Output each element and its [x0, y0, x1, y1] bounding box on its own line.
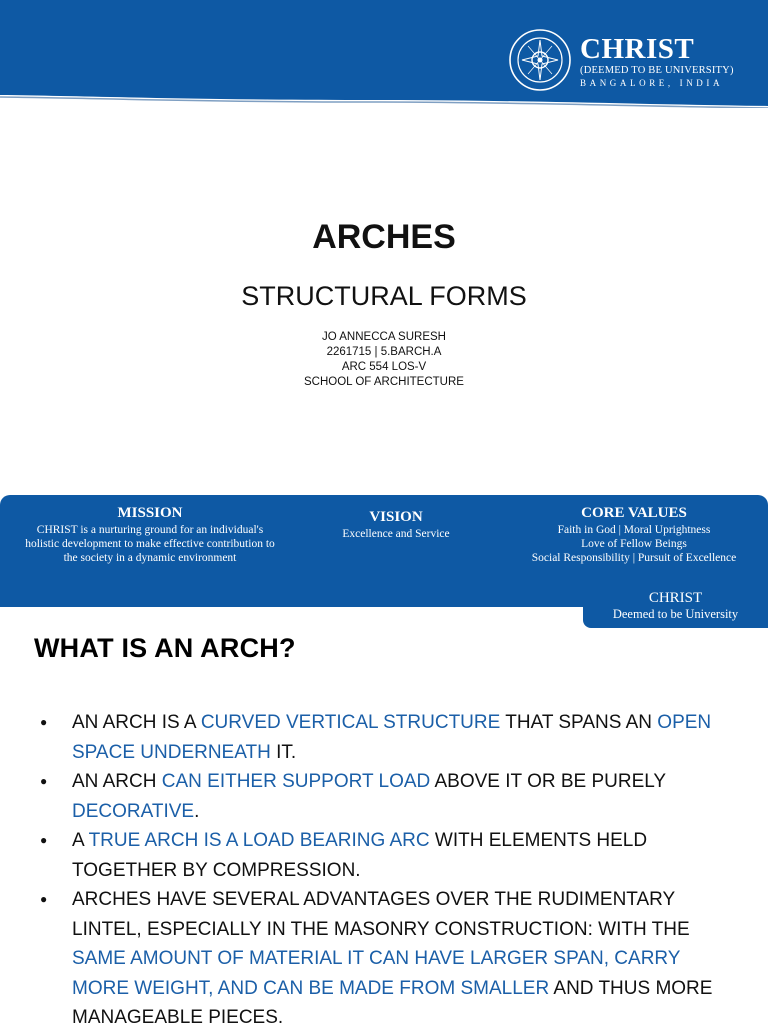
bullet-item — [40, 885, 740, 1033]
core-values-column — [500, 505, 768, 565]
core-values-heading: CORE VALUES — [581, 505, 687, 521]
christ-tag-subtitle: Deemed to be University — [612, 607, 739, 621]
bullet-text: THAT SPANS AN — [500, 712, 658, 733]
author-name: JO ANNECCA SURESH — [322, 331, 446, 343]
vision-column — [316, 509, 476, 541]
bullet-list — [40, 708, 740, 1033]
bullet-text: AN ARCH — [72, 771, 162, 792]
mission-line: CHRIST is a nurturing ground for an individual's — [36, 524, 264, 536]
mission-line: the society in a dynamic environment — [63, 552, 237, 564]
section-title: WHAT IS AN ARCH? — [34, 633, 296, 663]
core-values-line: Faith in God | Moral Uprightness — [557, 524, 711, 536]
bullet-text: AND THUS MORE MANAGEABLE PIECES. — [72, 977, 713, 1028]
brand-name: CHRIST — [580, 33, 695, 65]
brand-block — [580, 34, 734, 89]
mission-line: holistic development to make effective contribution to — [25, 538, 275, 550]
bullet-item — [40, 767, 740, 826]
christ-tag-name: CHRIST — [648, 590, 703, 606]
vision-heading: VISION — [369, 509, 423, 525]
vision-line: Excellence and Service — [342, 528, 450, 540]
christ-tag — [583, 584, 768, 628]
mission-column — [0, 505, 300, 565]
bullet-text: . — [194, 800, 200, 822]
bullet-text: A — [72, 830, 89, 851]
university-seal-icon — [508, 28, 572, 92]
brand-city: BANGALORE, INDIA — [580, 78, 724, 88]
brand-subtitle: (DEEMED TO BE UNIVERSITY) — [580, 65, 734, 76]
bullet-text: AN ARCH IS A — [72, 712, 201, 733]
bullet-text: ARCHES HAVE SEVERAL ADVANTAGES OVER THE RUDIMENTARY LINTEL, ESPECIALLY IN THE MASONRY CONSTRUCTION: WITH THE — [72, 889, 690, 940]
slide-title: ARCHES — [312, 218, 456, 256]
core-values-line: Love of Fellow Beings — [581, 538, 687, 550]
bullet-highlight: TRUE ARCH IS A LOAD BEARING ARC — [88, 830, 430, 851]
school-name: SCHOOL OF ARCHITECTURE — [304, 376, 464, 388]
author-block — [0, 330, 768, 390]
author-id: 2261715 | 5.BARCH.A — [326, 346, 442, 358]
bullet-highlight: DECORATIVE — [72, 800, 195, 822]
core-values-line: Social Responsibility | Pursuit of Excellence — [531, 552, 737, 564]
bullet-text: IT. — [270, 741, 297, 763]
course-code: ARC 554 LOS-V — [341, 361, 427, 373]
bullet-text: WITH ELEMENTS HELD TOGETHER BY COMPRESSION. — [72, 830, 648, 881]
mission-heading: MISSION — [117, 505, 183, 521]
bullet-item — [40, 708, 740, 767]
bullet-item — [40, 826, 740, 885]
bullet-text: ABOVE IT OR BE PURELY — [430, 771, 666, 792]
bullet-highlight: CURVED VERTICAL STRUCTURE — [200, 712, 501, 733]
bullet-highlight: CAN EITHER SUPPORT LOAD — [161, 771, 431, 792]
slide-subtitle: STRUCTURAL FORMS — [241, 281, 527, 311]
bullet-highlight: OPEN SPACE UNDERNEATH — [72, 712, 712, 763]
bullet-highlight: SAME AMOUNT OF MATERIAL IT CAN HAVE LARGER SPAN, CARRY MORE WEIGHT, AND CAN BE MADE FROM SMALLER — [72, 948, 681, 999]
